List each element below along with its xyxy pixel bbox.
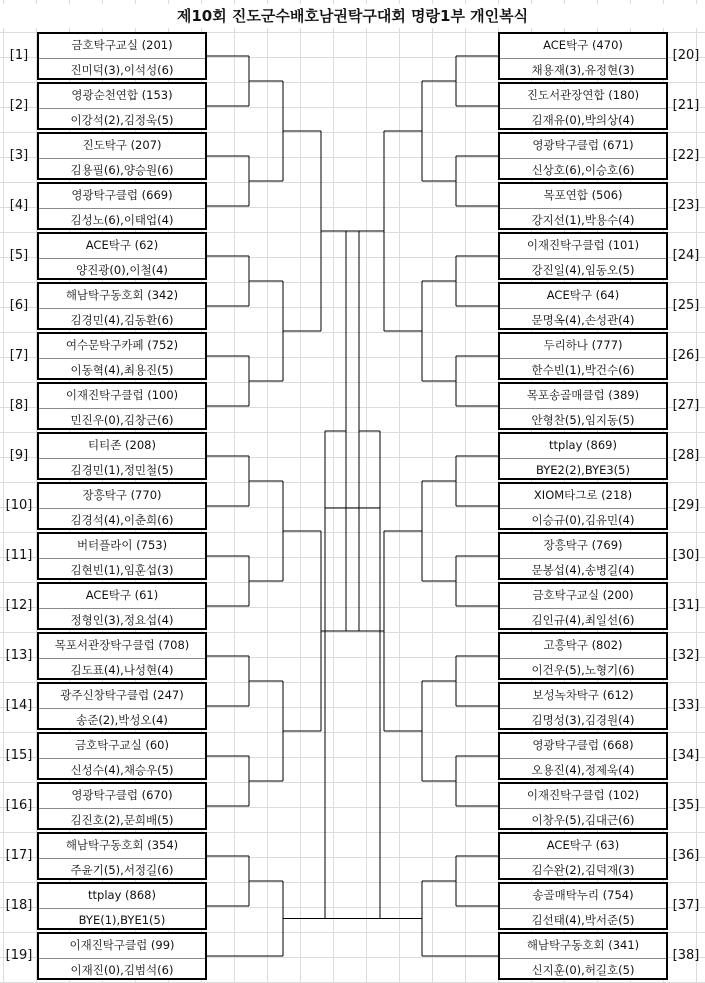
seed-number: [7] [9,348,29,363]
team-name: 진도탁구 (207) [39,134,205,159]
player-names: 문봉섭(4),송병길(4) [531,563,635,577]
seed-number: [26] [672,348,700,363]
team-name: 금호탁구교실 (200) [500,584,666,609]
seed-number: [12] [5,598,33,613]
player-names: 김경민(4),김동환(6) [70,313,174,327]
seed-number: [24] [672,248,700,263]
seed-number: [38] [672,948,700,963]
player-names: 안형찬(5),임지동(5) [531,413,635,427]
seed-number: [11] [5,548,33,563]
player-names: 김경민(1),정민철(5) [70,463,174,477]
seed-number: [15] [5,748,33,763]
player-names: 강진일(4),임동오(5) [531,263,635,277]
team-name: 장흥탁구 (770) [39,484,205,509]
seed-number: [19] [5,948,33,963]
team-name: 이재진탁구클럽 (101) [500,234,666,259]
player-names: 이승규(0),김유민(4) [531,513,635,527]
player-names: 강지선(1),박용수(4) [531,213,635,227]
seed-number: [27] [672,398,700,413]
team-name: ACE탁구 (64) [500,284,666,309]
player-names: 김수완(2),김덕재(3) [531,863,635,877]
seed-number: [10] [5,498,33,513]
player-names: 김재유(0),박의상(4) [531,113,635,127]
seed-number: [17] [5,848,33,863]
team-name: 영광탁구클럽 (670) [39,784,205,809]
seed-number: [23] [672,198,700,213]
player-names: 신성수(4),채승우(5) [70,763,174,777]
player-names: 김선태(4),박서준(5) [531,913,635,927]
player-names: 김성노(6),이태업(4) [70,213,174,227]
player-names: 신지훈(0),허길호(5) [531,963,635,977]
team-name: 두리하나 (777) [500,334,666,359]
team-name: ttplay (869) [500,434,666,459]
seed-number: [21] [672,98,700,113]
team-name: ttplay (868) [39,884,205,909]
player-names: 한수빈(1),박건수(6) [531,363,635,377]
team-name: ACE탁구 (63) [500,834,666,859]
team-name: 진도서관장연합 (180) [500,84,666,109]
team-name: 송골매탁누리 (754) [500,884,666,909]
team-name: 목포서관장탁구클럽 (708) [39,634,205,659]
player-names: 오용진(4),정제욱(4) [531,763,635,777]
seed-number: [35] [672,798,700,813]
team-name: 여수문탁구카페 (752) [39,334,205,359]
player-names: 김현빈(1),임훈섭(3) [70,563,174,577]
player-names: 이동혁(4),최용진(5) [70,363,174,377]
team-name: 고흥탁구 (802) [500,634,666,659]
seed-number: [28] [672,448,700,463]
team-name: 영광탁구클럽 (669) [39,184,205,209]
team-name: ACE탁구 (470) [500,34,666,59]
seed-number: [8] [9,398,29,413]
team-name: 광주신창탁구클럽 (247) [39,684,205,709]
seed-number: [32] [672,648,700,663]
team-name: 금호탁구교실 (201) [39,34,205,59]
team-name: 티티존 (208) [39,434,205,459]
team-name: 목포연합 (506) [500,184,666,209]
seed-number: [13] [5,648,33,663]
seed-number: [36] [672,848,700,863]
seed-number: [4] [9,198,29,213]
player-names: 김용필(6),양승원(6) [70,163,174,177]
seed-number: [20] [672,48,700,63]
seed-number: [1] [9,48,29,63]
player-names: 이재진(0),김범석(6) [70,963,174,977]
player-names: 김도표(4),나성현(4) [70,663,174,677]
seed-number: [25] [672,298,700,313]
seed-number: [31] [672,598,700,613]
team-name: 영광순천연합 (153) [39,84,205,109]
player-names: BYE2(2),BYE3(5) [536,463,630,477]
player-names: 이건우(5),노형기(6) [531,663,635,677]
player-names: 문명옥(4),손성관(4) [531,313,635,327]
player-names: BYE(1),BYE1(5) [78,913,166,927]
team-name: 이재진탁구클럽 (99) [39,934,205,959]
player-names: 민진우(0),김창근(6) [70,413,174,427]
team-name: 목포송골매클럽 (389) [500,384,666,409]
team-name: 장흥탁구 (769) [500,534,666,559]
team-name: XIOM타그로 (218) [500,484,666,509]
player-names: 양진광(0),이철(4) [76,263,168,277]
team-name: 해남탁구동호회 (354) [39,834,205,859]
seed-number: [6] [9,298,29,313]
page-title: 제10회 진도군수배호남권탁구대회 명랑1부 개인복식 [0,4,705,28]
team-name: 영광탁구클럽 (671) [500,134,666,159]
seed-number: [34] [672,748,700,763]
player-names: 신상호(6),이승호(6) [531,163,635,177]
seed-number: [33] [672,698,700,713]
seed-number: [3] [9,148,29,163]
seed-number: [5] [9,248,29,263]
seed-number: [30] [672,548,700,563]
player-names: 김명성(3),김경원(4) [531,713,635,727]
team-name: 해남탁구동호회 (341) [500,934,666,959]
seed-number: [37] [672,898,700,913]
team-name: 이재진탁구클럽 (102) [500,784,666,809]
team-name: ACE탁구 (62) [39,234,205,259]
seed-number: [16] [5,798,33,813]
seed-number: [9] [9,448,29,463]
seed-number: [14] [5,698,33,713]
seed-number: [29] [672,498,700,513]
player-names: 이강석(2),김정욱(5) [70,113,174,127]
player-names: 이창우(5),김대근(6) [531,813,635,827]
team-name: 이재진탁구클럽 (100) [39,384,205,409]
player-names: 김경석(4),이춘희(6) [70,513,174,527]
player-names: 진미덕(3),이석성(6) [70,63,174,77]
player-names: 김진호(2),문희배(5) [70,813,174,827]
player-names: 주윤기(5),서정길(6) [70,863,174,877]
team-name: 버터플라이 (753) [39,534,205,559]
player-names: 정형인(3),정요섭(4) [70,613,174,627]
team-name: ACE탁구 (61) [39,584,205,609]
seed-number: [2] [9,98,29,113]
team-name: 영광탁구클럽 (668) [500,734,666,759]
seed-number: [22] [672,148,700,163]
team-name: 보성녹차탁구 (612) [500,684,666,709]
player-names: 송준(2),박성오(4) [76,713,168,727]
player-names: 김인규(4),최일선(6) [531,613,635,627]
team-name: 해남탁구동호회 (342) [39,284,205,309]
player-names: 채용재(3),유정현(3) [531,63,635,77]
team-name: 금호탁구교실 (60) [39,734,205,759]
seed-number: [18] [5,898,33,913]
